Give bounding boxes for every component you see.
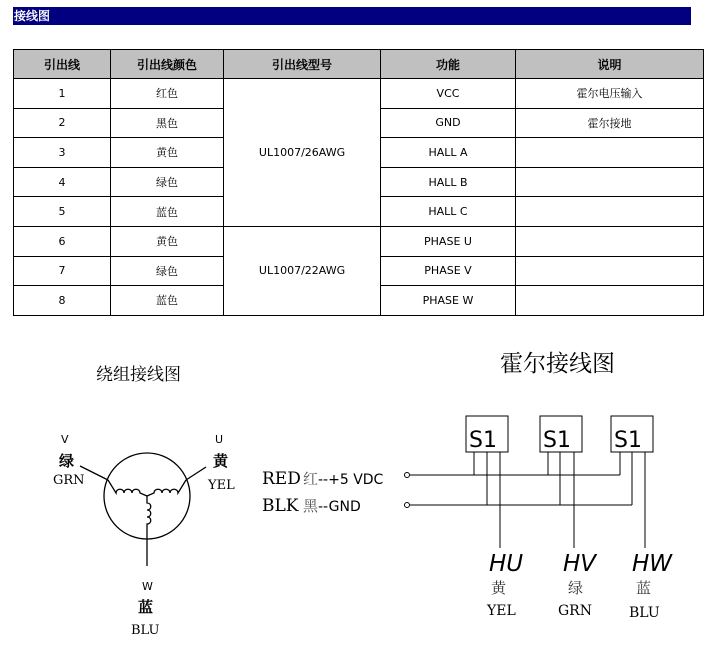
cell-function: PHASE U [381,226,516,256]
output-hw-name: HW [632,551,673,577]
cell-no: 7 [14,256,111,286]
sensor-label-2: S1 [543,428,571,453]
cell-no: 6 [14,226,111,256]
coil-w [147,496,151,539]
blk-cn: 黑 [303,497,319,515]
cell-note: 霍尔电压输入 [516,79,704,109]
winding-diagram [80,453,206,566]
cell-color: 黑色 [111,108,224,138]
cell-color: 蓝色 [111,286,224,316]
header-lead-no: 引出线 [14,50,111,79]
header-lead-color: 引出线颜色 [111,50,224,79]
output-hv-name: HV [563,551,597,577]
cell-function: GND [381,108,516,138]
cell-function: HALL B [381,167,516,197]
output-hu-cn: 黄 [491,579,507,597]
output-hw-cn: 蓝 [636,579,652,597]
cell-function: PHASE W [381,286,516,316]
w-en-label: BLU [131,623,160,638]
cell-function: HALL A [381,138,516,168]
cell-model-group1: UL1007/26AWG [224,79,381,227]
cell-no: 3 [14,138,111,168]
red-en: RED [262,469,301,489]
header-function: 功能 [381,50,516,79]
cell-no: 1 [14,79,111,109]
cell-note: 霍尔接地 [516,108,704,138]
lead-u [186,467,206,480]
cell-color: 蓝色 [111,197,224,227]
cell-no: 2 [14,108,111,138]
blk-en: BLK [262,496,299,516]
hall-labels [262,428,673,621]
header-note: 说明 [516,50,704,79]
v-letter: V [61,433,69,446]
output-hu-name: HU [489,551,524,577]
cell-function: HALL C [381,197,516,227]
cell-color: 黄色 [111,226,224,256]
vcc-terminal [405,473,410,478]
winding-labels [53,433,235,638]
cell-no: 8 [14,286,111,316]
red-cn: 红 [303,470,319,488]
red-desc: --+5 VDC [318,472,384,488]
gnd-terminal [405,503,410,508]
cell-model-group2: UL1007/22AWG [224,226,381,315]
u-en-label: YEL [208,478,235,493]
winding-diagram-title: 绕组接线图 [96,365,181,385]
section-title-bar: 接线图 [13,7,691,25]
blk-desc: --GND [318,499,361,515]
sensor-label-3: S1 [614,428,642,453]
hall-diagram-title: 霍尔接线图 [500,351,615,377]
cell-no: 5 [14,197,111,227]
output-hv-cn: 绿 [568,579,584,597]
cell-color: 红色 [111,79,224,109]
output-hw-en: BLU [629,605,660,621]
w-letter: W [142,580,153,593]
cell-no: 4 [14,167,111,197]
cell-color: 绿色 [111,167,224,197]
v-cn-label: 绿 [59,452,75,470]
sensor-label-1: S1 [469,428,497,453]
w-cn-label: 蓝 [138,598,154,616]
cell-function: VCC [381,79,516,109]
coil-u [147,480,186,496]
output-hv-en: GRN [558,603,592,619]
header-lead-model: 引出线型号 [224,50,381,79]
coil-v [108,480,147,496]
cell-function: PHASE V [381,256,516,286]
v-en-label: GRN [53,473,85,488]
u-letter: U [215,433,224,446]
cell-color: 绿色 [111,256,224,286]
u-cn-label: 黄 [213,452,229,470]
cell-color: 黄色 [111,138,224,168]
output-hu-en: YEL [487,603,516,619]
